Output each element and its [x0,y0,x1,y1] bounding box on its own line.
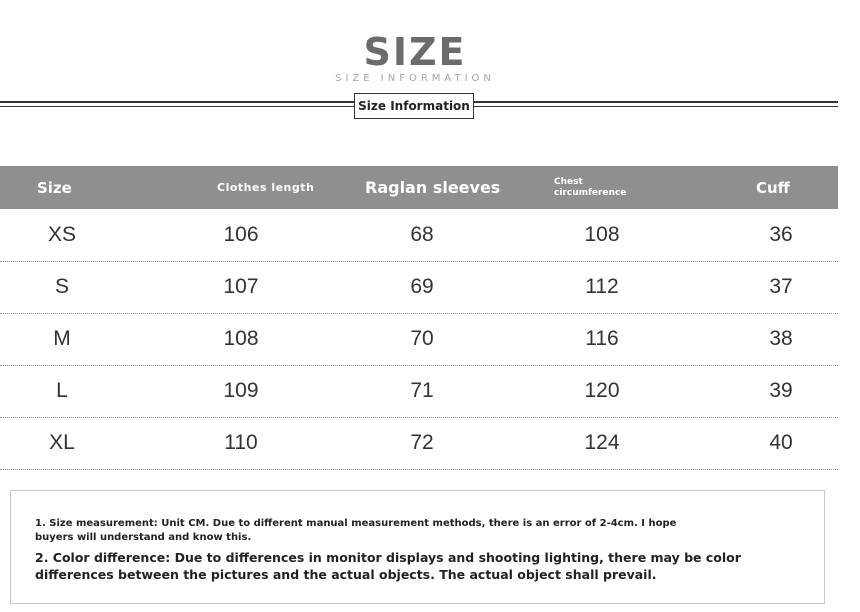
column-header-raglan-sleeves: Raglan sleeves [365,178,501,197]
note-measurement: 1. Size measurement: Unit CM. Due to different manual measurement methods, there is an error of 2-4cm. I hope buyers will understand and know this. [35,518,677,543]
table-cell: 71 [410,379,434,402]
table-cell: 70 [410,327,434,350]
note-color-difference: 2. Color difference: Due to differences in monitor displays and shooting lighting, there may be color differences between the pictures and the actual objects. The actual object shall prevail. [35,550,741,582]
table-cell: 36 [769,223,793,246]
table-cell: 120 [584,379,620,402]
table-cell: 124 [584,431,620,454]
table-cell: 108 [223,327,259,350]
table-cell: XS [47,223,76,246]
table-cell: M [53,327,71,350]
table-cell: 38 [769,327,793,350]
table-cell: 108 [584,223,620,246]
column-header-size: Size [37,178,72,197]
size-title: SIZE [363,30,467,74]
table-cell: L [56,379,68,402]
table-cell: 109 [223,379,259,402]
table-header [0,166,838,209]
table-row [0,365,838,418]
table-cell: 116 [585,327,619,350]
size-subtitle: SIZE INFORMATION [335,73,495,84]
table-row [0,261,838,314]
table-cell: S [54,275,69,298]
table-cell: XL [49,431,75,454]
table-row [0,313,838,366]
table-cell: 69 [410,275,434,298]
table-cell: 68 [410,223,434,246]
table-cell: 110 [224,431,258,454]
column-header-clothes-length: Clothes length [217,181,315,194]
table-cell: 107 [223,275,259,298]
table-cell: 72 [410,431,434,454]
notes-box [10,490,825,604]
column-header-cuff: Cuff [756,178,790,197]
table-row [0,209,838,262]
column-header-chest-circumference: Chest circumference [554,176,627,198]
table-cell: 39 [769,379,793,402]
section-badge: Size Information [354,93,474,119]
table-row [0,417,838,470]
table-cell: 40 [769,431,793,454]
table-cell: 37 [769,275,793,298]
table-cell: 112 [585,275,619,298]
table-cell: 106 [223,223,259,246]
